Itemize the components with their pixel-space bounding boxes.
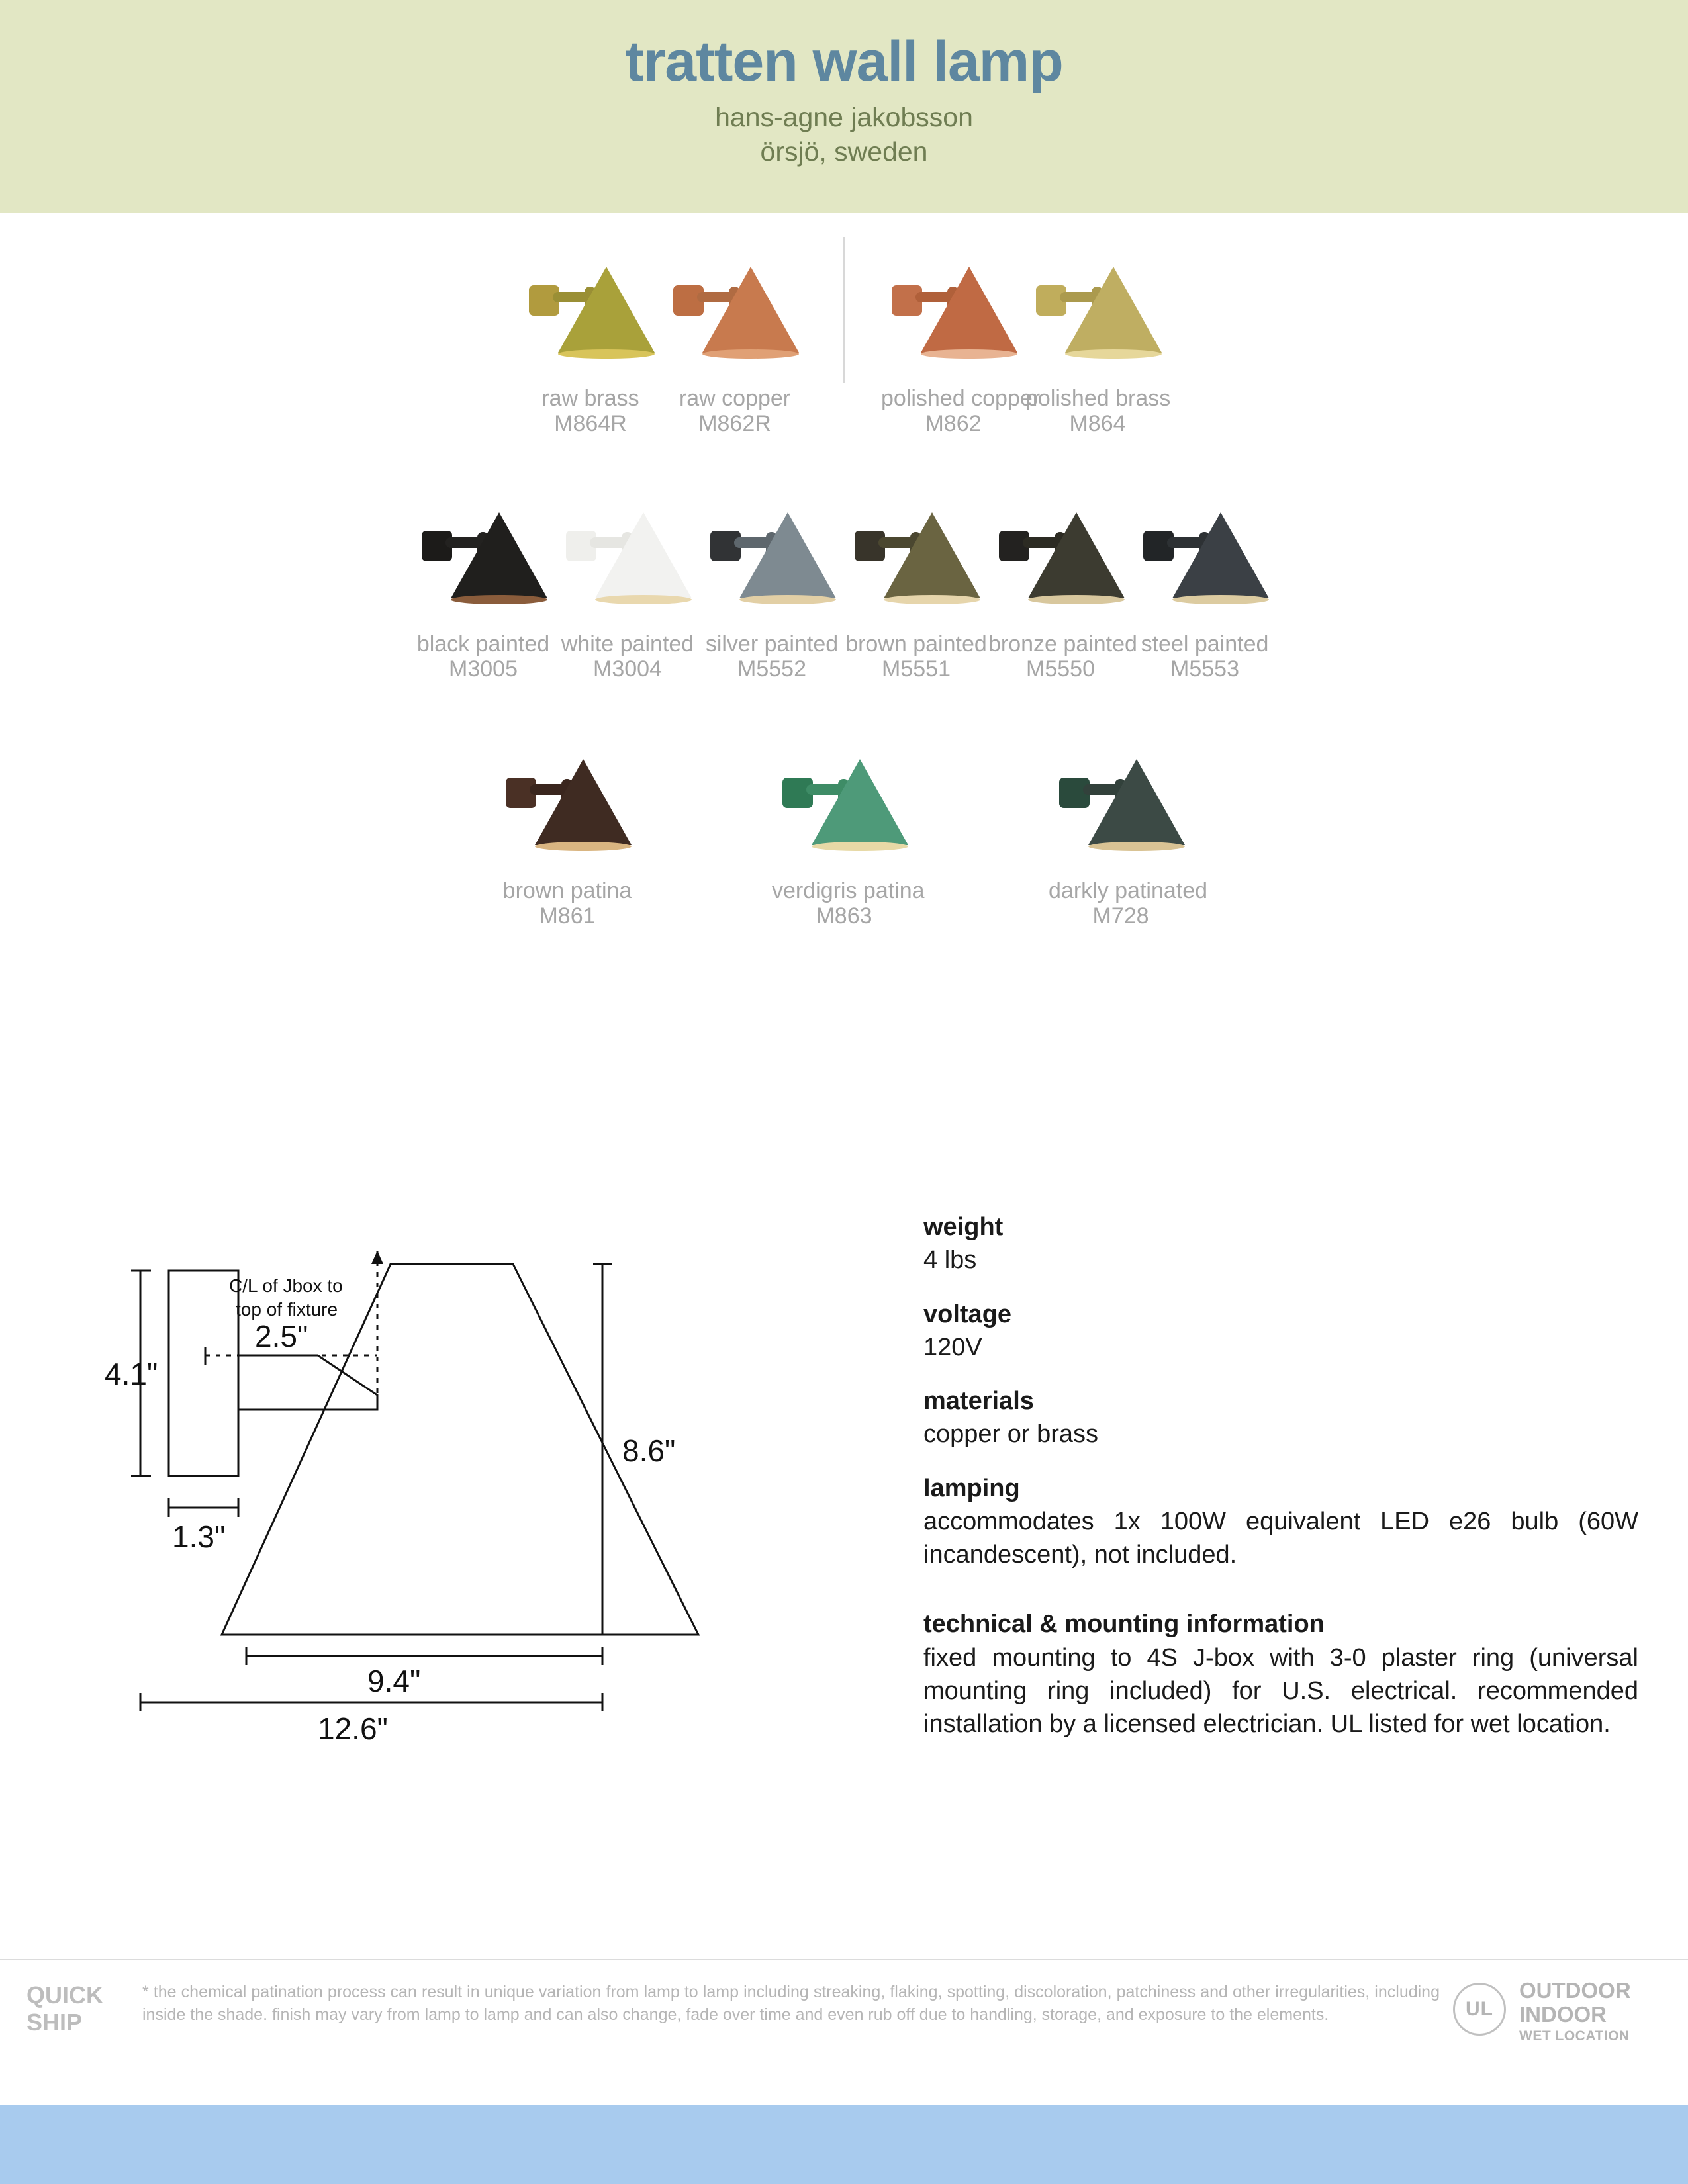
- finish-option-brown-patina[interactable]: [495, 723, 639, 929]
- lamp-shade-rim: [702, 349, 799, 359]
- vertical-divider: [843, 237, 845, 383]
- spec-value: fixed mounting to 4S J-box with 3-0 plaster ring (universal mounting ring included) for U.S. electrical. recommended installation by a licensed electrician. UL listed for wet location.: [923, 1643, 1638, 1739]
- spec-label: materials: [923, 1387, 1034, 1416]
- lamp-shade-rim: [451, 595, 547, 604]
- spec-materials: [923, 1385, 1638, 1451]
- dim-label-projection: 2.5": [255, 1319, 308, 1353]
- lamp-shade: [884, 512, 980, 598]
- finish-sku: M864R: [554, 411, 627, 437]
- origin-location: örsjö, sweden: [760, 136, 928, 167]
- finish-option-bronze-painted[interactable]: [988, 476, 1137, 682]
- lamp-shade-rim: [535, 842, 632, 851]
- finish-option-black-painted[interactable]: [411, 476, 555, 682]
- lamp-shade-rim: [884, 595, 980, 604]
- ul-rating-text: [1519, 1979, 1631, 2045]
- dimension-diagram: [99, 1211, 894, 1807]
- dimension-diagram-svg: [99, 1211, 894, 1807]
- lamp-shade: [1028, 512, 1125, 598]
- lamp-illustration: [988, 476, 1133, 631]
- designer-name: hans-agne jakobsson: [715, 102, 973, 133]
- finish-option-verdigris-patina[interactable]: [772, 723, 925, 929]
- quick-ship-line1: QUICK: [26, 1981, 103, 2009]
- patination-disclaimer: * the chemical patination process can result in unique variation from lamp to lamp including streaking, flaking, spotting, discoloration, patchiness and other irregularities, including inside the shade. finish may vary from lamp to lamp and can also change, fade over time and even rub off due to handling, storage, and exposure to the elements.: [142, 1983, 1440, 2024]
- finish-name: bronze painted: [988, 631, 1137, 657]
- ul-line1: OUTDOOR: [1519, 1978, 1631, 2003]
- lamp-shade: [739, 512, 836, 598]
- spec-label: technical & mounting information: [923, 1610, 1325, 1639]
- lamp-shade-rim: [1028, 595, 1125, 604]
- finish-option-polished-brass[interactable]: [1025, 230, 1170, 436]
- lamp-shade-rim: [1172, 595, 1269, 604]
- lamp-illustration: [881, 230, 1025, 386]
- specifications-panel: [923, 1211, 1638, 1762]
- ul-line2: INDOOR: [1519, 2002, 1607, 2027]
- lamp-shade: [702, 267, 799, 353]
- finish-sku: M5552: [737, 657, 806, 682]
- finish-sku: M3005: [449, 657, 518, 682]
- finish-row-1: [0, 230, 1688, 436]
- lamp-shade: [921, 267, 1017, 353]
- finish-sku: M3004: [593, 657, 662, 682]
- finish-name: darkly patinated: [1049, 878, 1208, 904]
- dim-arrow-up: [371, 1251, 383, 1264]
- lamp-shade: [535, 759, 632, 845]
- spec-value: 120V: [923, 1333, 982, 1361]
- lamp-illustration: [663, 230, 807, 386]
- lamp-shade: [451, 512, 547, 598]
- lamp-shade-rim: [812, 842, 908, 851]
- finish-sku: M5553: [1170, 657, 1239, 682]
- lamp-shade: [1065, 267, 1162, 353]
- lamp-illustration: [555, 476, 700, 631]
- finish-option-steel-painted[interactable]: [1133, 476, 1277, 682]
- finish-sku: M863: [816, 903, 872, 929]
- dim-label-total-width: 12.6": [318, 1711, 388, 1746]
- spec-label: weight: [923, 1213, 1004, 1241]
- lamp-shade-rim: [739, 595, 836, 604]
- lamp-shade: [1172, 512, 1269, 598]
- lamp-shade: [558, 267, 655, 353]
- finish-row-2: [0, 476, 1688, 682]
- page-header: [0, 0, 1688, 213]
- lamp-illustration: [1133, 476, 1277, 631]
- finish-name: brown painted: [845, 631, 987, 657]
- finish-row-3: [0, 723, 1688, 929]
- finish-name: polished copper: [881, 386, 1041, 411]
- lamp-shade-rim: [1088, 842, 1185, 851]
- finish-sku: M864: [1069, 411, 1126, 437]
- finish-sku: M5550: [1026, 657, 1095, 682]
- spec-lamping: [923, 1473, 1638, 1572]
- finish-option-darkly-patinated[interactable]: [1049, 723, 1208, 929]
- page-footer: [0, 1959, 1688, 2091]
- diagram-arm: [238, 1355, 377, 1410]
- finish-sku: M861: [539, 903, 596, 929]
- ul-listed-icon: UL: [1453, 1983, 1506, 2036]
- finish-name: silver painted: [705, 631, 839, 657]
- quick-ship-line2: SHIP: [26, 2009, 83, 2036]
- lamp-illustration: [844, 476, 988, 631]
- lamp-illustration: [495, 723, 639, 878]
- lamp-illustration: [700, 476, 844, 631]
- finish-option-polished-copper[interactable]: [881, 230, 1041, 437]
- finish-option-raw-brass[interactable]: [518, 230, 663, 436]
- dim-label-backplate-depth: 1.3": [172, 1520, 226, 1554]
- finish-sku: M862R: [698, 411, 771, 437]
- finish-name: black painted: [416, 631, 550, 657]
- dim-label-shade-width: 9.4": [367, 1664, 421, 1698]
- lamp-illustration: [518, 230, 663, 386]
- finish-name: verdigris patina: [772, 878, 925, 904]
- lamp-shade-rim: [558, 349, 655, 359]
- finish-name: white painted: [561, 631, 694, 657]
- lamp-shade: [595, 512, 692, 598]
- bottom-color-band: [0, 2105, 1688, 2184]
- spec-technical-mounting: [923, 1608, 1638, 1741]
- spec-value: accommodates 1x 100W equivalent LED e26 bulb (60W incandescent), not included.: [923, 1508, 1638, 1569]
- finish-name: raw brass: [541, 386, 639, 411]
- lamp-shade-rim: [1065, 349, 1162, 359]
- lamp-shade-rim: [595, 595, 692, 604]
- finish-sku: M5551: [882, 657, 951, 682]
- footer-divider: [0, 1959, 1688, 1960]
- finish-options-grid: [0, 225, 1688, 929]
- lamp-illustration: [1025, 230, 1170, 386]
- diagram-backplate: [169, 1271, 238, 1476]
- finish-option-silver-painted[interactable]: [700, 476, 844, 682]
- spec-value: copper or brass: [923, 1420, 1099, 1449]
- finish-sku: M728: [1092, 903, 1149, 929]
- page-title: tratten wall lamp: [625, 30, 1063, 93]
- lamp-illustration: [772, 723, 916, 878]
- lamp-illustration: [1049, 723, 1193, 878]
- lamp-illustration: [411, 476, 555, 631]
- finish-name: steel painted: [1141, 631, 1269, 657]
- finish-name: raw copper: [679, 386, 791, 411]
- lamp-shade-rim: [921, 349, 1017, 359]
- spec-value: 4 lbs: [923, 1246, 977, 1275]
- finish-option-white-painted[interactable]: [555, 476, 700, 682]
- finish-sku: M862: [925, 411, 982, 437]
- diagram-note-line2: top of fixture: [236, 1299, 338, 1320]
- ul-line3: WET LOCATION: [1519, 2028, 1630, 2044]
- spec-label: lamping: [923, 1474, 1020, 1502]
- dim-label-shade-height: 8.6": [622, 1433, 676, 1468]
- finish-option-brown-painted[interactable]: [844, 476, 988, 682]
- finish-name: brown patina: [502, 878, 632, 904]
- lamp-shade: [812, 759, 908, 845]
- spec-voltage: [923, 1298, 1638, 1365]
- lamp-shade: [1088, 759, 1185, 845]
- quick-ship-badge: [26, 1981, 146, 2036]
- spec-weight: [923, 1211, 1638, 1277]
- dim-label-backplate-height: 4.1": [105, 1357, 158, 1391]
- finish-name: polished brass: [1025, 386, 1171, 411]
- spec-label: voltage: [923, 1300, 1012, 1328]
- finish-option-raw-copper[interactable]: [663, 230, 807, 436]
- diagram-note-line1: C/L of Jbox to: [229, 1275, 343, 1296]
